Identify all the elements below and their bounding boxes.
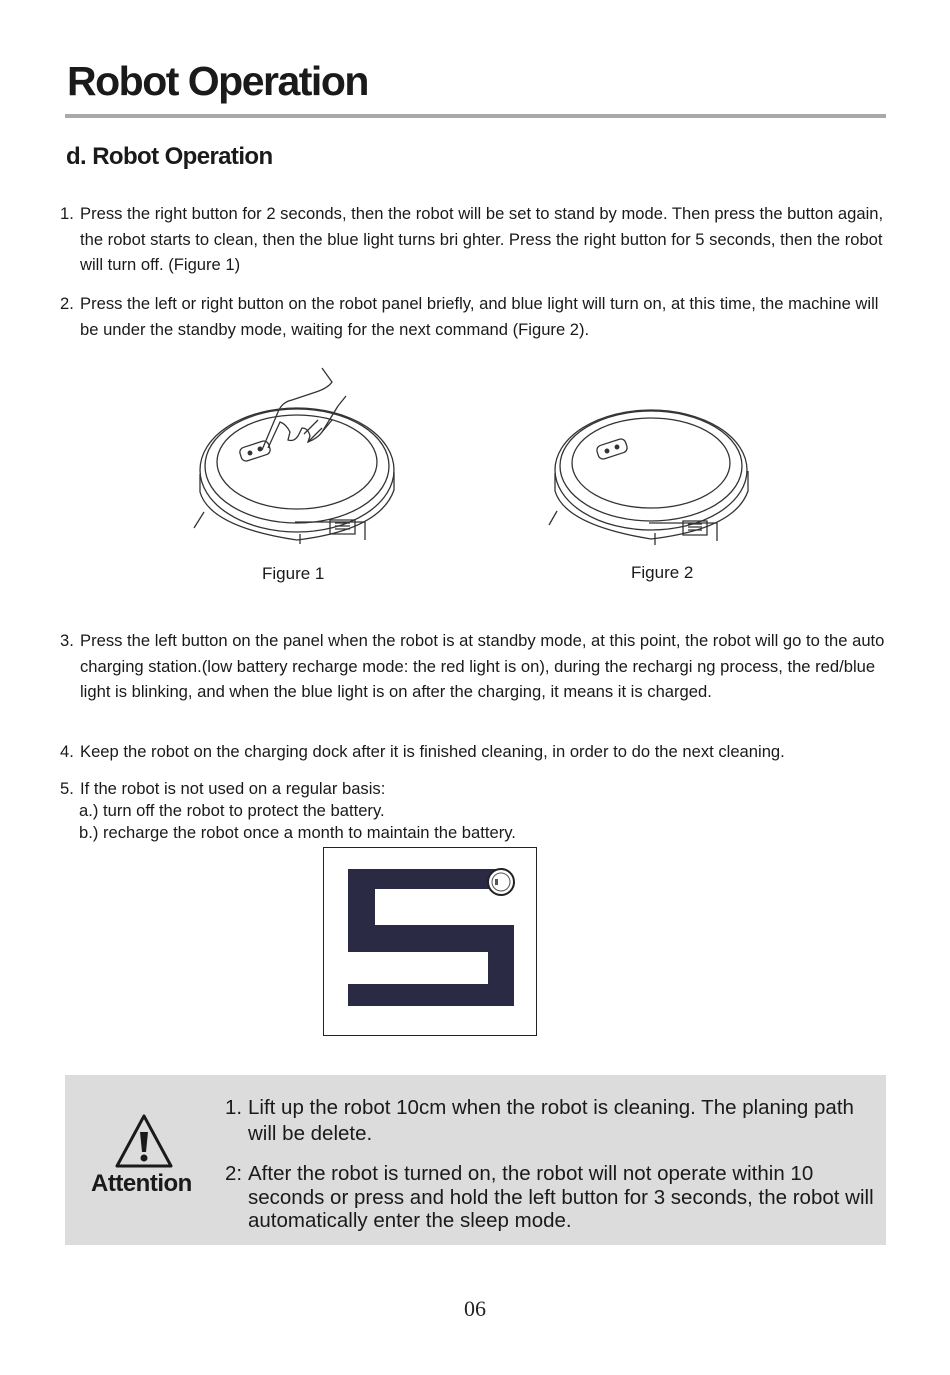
sub-step-a: a.) turn off the robot to protect the battery. <box>79 801 385 820</box>
step-text: Press the right button for 2 seconds, then the robot will be set to stand by mode. Then press the button again, the robot starts to clean, then the blue light turns bri ghter. Press the right button for 5 seconds, then the robot will turn off. (Figure 1) <box>80 204 884 274</box>
figure-1-caption: Figure 1 <box>262 564 325 583</box>
step-2 <box>60 291 890 342</box>
step-5 <box>60 776 890 802</box>
step-4 <box>60 739 920 765</box>
attention-item-number: 2: <box>225 1162 243 1185</box>
step-number: 3. <box>60 631 74 650</box>
figure-2-robot-illustration <box>545 405 760 555</box>
attention-label: Attention <box>91 1170 192 1197</box>
attention-item-1 <box>225 1095 880 1147</box>
page-number: 06 <box>464 1296 486 1321</box>
cleaning-path-diagram <box>323 847 537 1036</box>
attention-item-text: After the robot is turned on, the robot will not operate within 10 seconds or press and hold the left button for 3 seconds, the robot will automatically enter the sleep mode. <box>248 1162 874 1232</box>
step-number: 5. <box>60 779 74 798</box>
step-3 <box>60 628 890 705</box>
step-text: Keep the robot on the charging dock after it is finished cleaning, in order to do the next cleaning. <box>80 742 785 761</box>
page-title: Robot Operation <box>67 58 368 104</box>
section-heading: d. Robot Operation <box>66 143 273 170</box>
s-path-icon <box>324 848 536 1035</box>
attention-item-text: Lift up the robot 10cm when the robot is cleaning. The planing path will be delete. <box>248 1096 854 1145</box>
step-number: 4. <box>60 742 74 761</box>
step-number: 2. <box>60 294 74 313</box>
figure-1-robot-illustration <box>190 362 410 552</box>
attention-item-2 <box>225 1162 880 1233</box>
step-text: If the robot is not used on a regular basis: <box>80 779 386 798</box>
title-divider <box>65 114 886 118</box>
step-text: Press the left or right button on the robot panel briefly, and blue light will turn on, at this time, the machine will be under the standby mode, waiting for the next command (Figure 2). <box>80 294 879 339</box>
sub-step-b: b.) recharge the robot once a month to maintain the battery. <box>79 823 516 842</box>
step-number: 1. <box>60 204 74 223</box>
attention-item-number: 1. <box>225 1096 243 1119</box>
step-1 <box>60 201 890 278</box>
warning-triangle-icon <box>114 1112 174 1170</box>
step-text: Press the left button on the panel when the robot is at standby mode, at this point, the robot will go to the auto charging station.(low battery recharge mode: the red light is on), during the rechargi ng process, the red/blue light is blinking, and when the blue light is on after the charging, it means it is charged. <box>80 631 885 701</box>
figure-2-caption: Figure 2 <box>631 563 694 582</box>
